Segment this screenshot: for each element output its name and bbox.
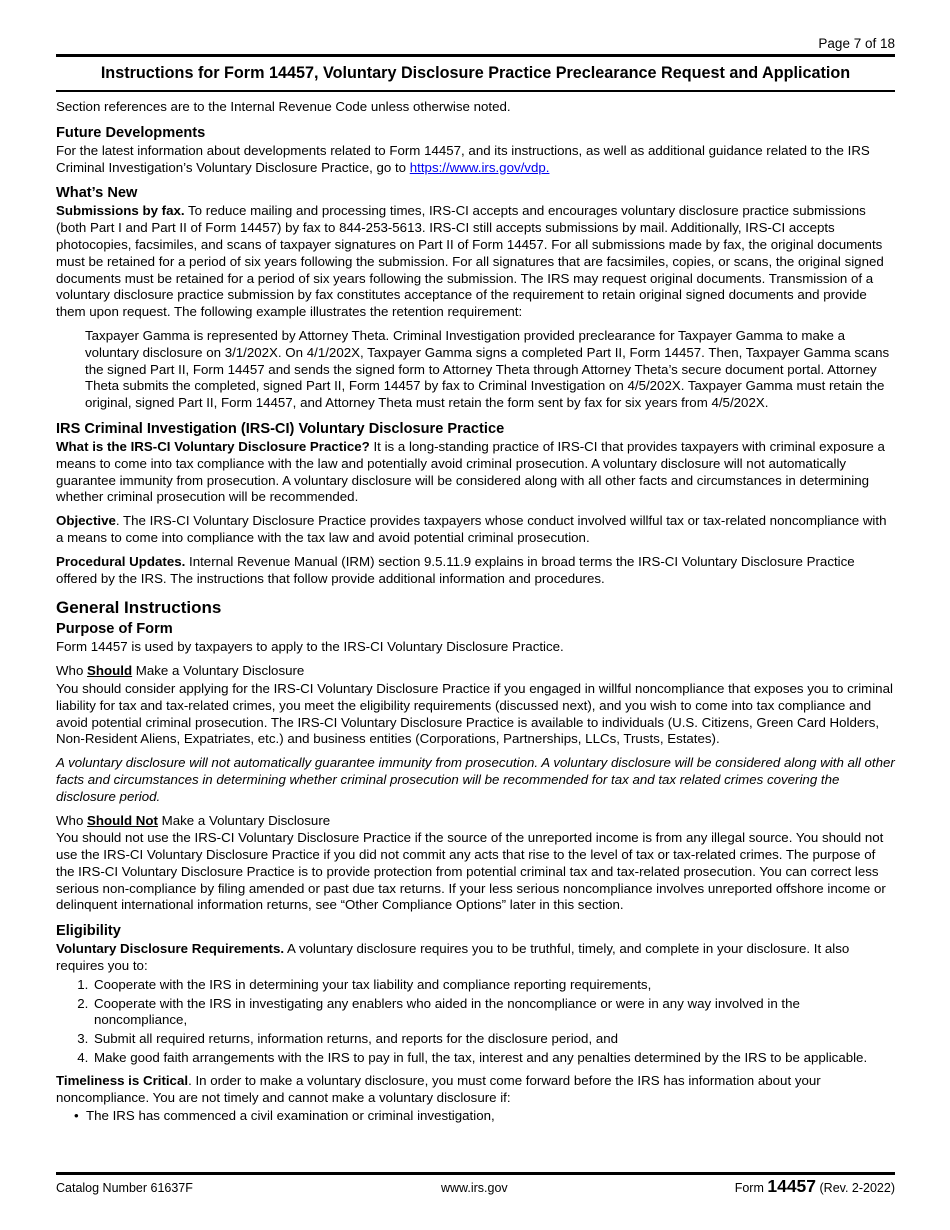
footer-rule bbox=[56, 1172, 895, 1175]
who-should-text: You should consider applying for the IRS-CI Voluntary Disclosure Practice if you engaged in willful noncompliance that exposes you to criminal liability for tax and tax-related crimes, you meet the eligibility requirements (discussed next), and you wish to come into tax compliance and avoid potential criminal prosecution. The IRS-CI Voluntary Disclosure Practice is available to individuals (U.S. Citizens, Green Card Holders, Non-Resident Aliens, Expatriates, etc.) and business entities (Corporations, Partnerships, LLCs, Trusts, Estates). bbox=[56, 680, 893, 747]
who-should-subheading: Who Should Make a Voluntary Disclosure bbox=[56, 663, 305, 679]
vdp-link[interactable]: https://www.irs.gov/vdp. bbox=[409, 159, 550, 175]
general-instructions-heading: General Instructions bbox=[56, 598, 222, 618]
timeliness-paragraph: Timeliness is Critical. In order to make a voluntary disclosure, you must come forward before the IRS has information about your noncompliance. You are not timely and cannot make a voluntary disclosure if: bbox=[56, 1072, 821, 1105]
procedural-updates-paragraph: Procedural Updates. Internal Revenue Manual (IRM) section 9.5.11.9 explains in broad terms the IRS-CI Voluntary Disclosure Practice offered by the IRS. The instructions that follow provide additional information and procedures. bbox=[56, 553, 855, 586]
header-top-rule bbox=[56, 54, 895, 57]
immunity-note: A voluntary disclosure will not automatically guarantee immunity from prosecution. A voluntary disclosure will be considered along with all other facts and circumstances in determining whether criminal prosecution will be recommended for tax and tax related crimes covering the disclosure period. bbox=[56, 755, 895, 804]
form-revision: Form 14457 (Rev. 2-2022) bbox=[734, 1176, 895, 1196]
intro-text: Section references are to the Internal Revenue Code unless otherwise noted. bbox=[56, 99, 511, 114]
requirements-paragraph: Voluntary Disclosure Requirements. A voluntary disclosure requires you to be truthful, timely, and complete in your disclosure. It also requires you to: bbox=[56, 941, 850, 974]
future-developments-heading: Future Developments bbox=[56, 124, 206, 141]
catalog-number: Catalog Number 61637F bbox=[56, 1181, 193, 1195]
retention-example: Taxpayer Gamma is represented by Attorney Theta. Criminal Investigation provided preclearance for Taxpayer Gamma to make a voluntary disclosure on 3/1/202X. On 4/1/202X, Taxpayer Gamma signs a completed Part II, Form 14457. Then, Taxpayer Gamma scans the signed Part II, Form 14457 and sends the signed form to Attorney Theta through Attorney Theta’s secure document portal. Attorney Theta submits the completed, signed Part II, Form 14457 by fax to Criminal Investigation on 4/5/202X. Taxpayer Gamma must retain the original, signed Part II, Form 14457, and Attorney Theta must retain the form sent by fax for six years from 4/5/202X. bbox=[85, 327, 890, 411]
purpose-heading: Purpose of Form bbox=[56, 621, 173, 638]
list-item: 4. Make good faith arrangements with the IRS to pay in full, the tax, interest and any penalties determined by the IRS to be applicable. bbox=[92, 1050, 895, 1067]
list-item: • The IRS has commenced a civil examination or criminal investigation, bbox=[86, 1108, 895, 1125]
form-title: Instructions for Form 14457, Voluntary Disclosure Practice Preclearance Request and Application bbox=[100, 64, 851, 82]
who-should-not-subheading: Who Should Not Make a Voluntary Disclosure bbox=[56, 812, 331, 828]
requirements-list bbox=[56, 977, 895, 1067]
website: www.irs.gov bbox=[441, 1181, 508, 1195]
list-item: 3. Submit all required returns, information returns, and reports for the disclosure period, and bbox=[92, 1031, 895, 1048]
whats-new-heading: What’s New bbox=[56, 185, 138, 202]
page-number: Page 7 of 18 bbox=[818, 36, 895, 51]
fax-paragraph: Submissions by fax. To reduce mailing and processing times, IRS-CI accepts and encourages voluntary disclosure practice submissions (both Part I and Part II of Form 14457) by fax to 844-253-5613. IRS-CI still accepts submissions by mail. Additionally, IRS-CI accepts photocopies, facsimiles, and scans of taxpayer signatures on Part II of Form 14457. For all submissions made by fax, the original documents must be retained for a period of six years following the submission. For all signatures that are facsimiles, copies, or scans, the original signed documents must be retained for a period of six years following the submission. The IRS may request original documents. Transmission of a voluntary disclosure practice submission by fax constitutes acceptance of the requirement to retain original signed documents and provide them upon request. The following example illustrates the retention requirement: bbox=[56, 203, 884, 320]
future-developments-text: For the latest information about developments related to Form 14457, and its instructions, as well as additional guidance related to the IRS Criminal Investigation’s Voluntary Disclosure Practice, go to https://www.irs.gov/vdp. bbox=[56, 142, 870, 175]
header-bottom-rule bbox=[56, 90, 895, 92]
purpose-text: Form 14457 is used by taxpayers to apply to the IRS-CI Voluntary Disclosure Practice. bbox=[56, 639, 564, 655]
what-is-paragraph: What is the IRS-CI Voluntary Disclosure Practice? It is a long-standing practice of IRS-CI that provides taxpayers with criminal exposure a means to come into tax compliance with the law and potentially avoid criminal prosecution. A voluntary disclosure will not automatically guarantee immunity from prosecution. A voluntary disclosure will be considered along with all other facts and circumstances in determining whether criminal prosecution will be recommended. bbox=[56, 438, 885, 505]
instructions-body bbox=[56, 99, 895, 1125]
list-item: 2. Cooperate with the IRS in investigating any enablers who aided in the noncompliance or were in any way involved in the noncompliance, bbox=[92, 996, 895, 1030]
eligibility-heading: Eligibility bbox=[56, 923, 121, 940]
timeliness-list bbox=[56, 1108, 895, 1125]
who-should-not-text: You should not use the IRS-CI Voluntary Disclosure Practice if the source of the unreported income is from any illegal source. You should not use the IRS-CI Voluntary Disclosure Practice if you did not commit any acts that rise to the level of tax or tax-related crimes. The purpose of the IRS-CI Voluntary Disclosure Practice is to provide protection from potential criminal tax and tax-related prosecution. You can correct less serious non-compliance by filing amended or past due tax returns. If your less serious noncompliance involves unreported offshore income or delinquent international information returns, see “Other Compliance Options” later in this section. bbox=[56, 830, 886, 913]
objective-paragraph: Objective. The IRS-CI Voluntary Disclosure Practice provides taxpayers whose conduct involved willful tax or tax-related noncompliance with a means to come into compliance with the tax law and avoid potential criminal prosecution. bbox=[56, 513, 887, 545]
list-item: 1. Cooperate with the IRS in determining your tax liability and compliance reporting requirements, bbox=[92, 977, 895, 994]
irsci-heading: IRS Criminal Investigation (IRS-CI) Voluntary Disclosure Practice bbox=[56, 420, 505, 437]
